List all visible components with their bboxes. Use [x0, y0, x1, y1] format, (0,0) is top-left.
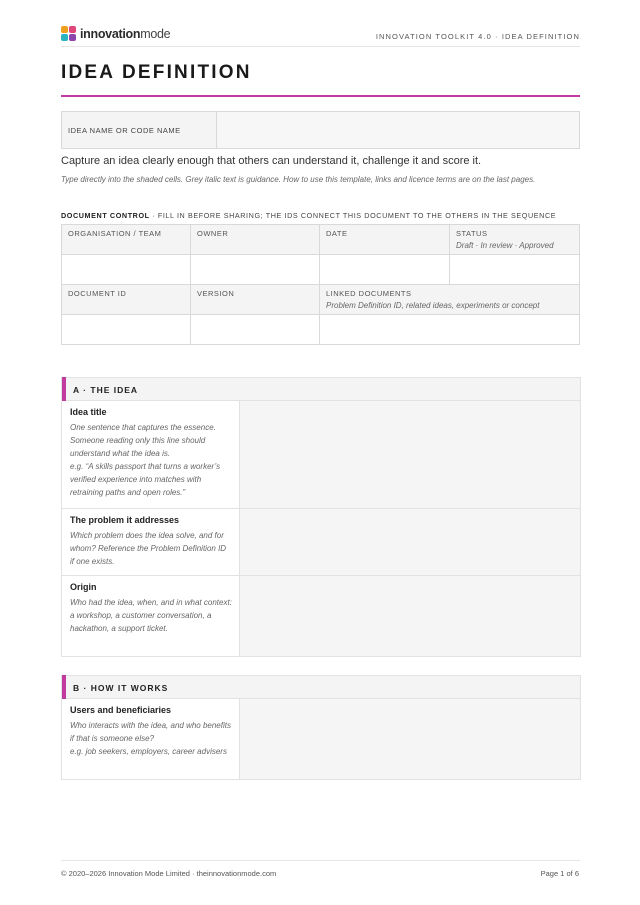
linked-documents-label: LINKED DOCUMENTS — [326, 289, 412, 298]
owner-label: OWNER — [191, 225, 320, 255]
field-guidance — [62, 401, 240, 508]
idea-title-input[interactable] — [240, 401, 580, 508]
field-row-users — [61, 699, 581, 780]
section-title: B · HOW IT WORKS — [73, 683, 169, 693]
field-title: Users and beneficiaries — [70, 705, 172, 715]
idea-name-box — [61, 111, 580, 149]
page-number: Page 1 of 6 — [540, 869, 579, 878]
date-label: DATE — [320, 225, 450, 255]
origin-input[interactable] — [240, 576, 580, 656]
field-guidance — [62, 509, 240, 575]
footer-divider — [61, 860, 580, 861]
section-title: A · THE IDEA — [73, 385, 139, 395]
section-header — [61, 675, 581, 699]
header-context: INNOVATION TOOLKIT 4.0 · IDEA DEFINITION — [375, 32, 580, 41]
title-rule — [61, 95, 580, 97]
linked-documents-field[interactable] — [320, 315, 580, 345]
version-label: VERSION — [191, 285, 320, 315]
section-accent — [62, 377, 66, 401]
document-control-table — [61, 224, 580, 345]
field-description: One sentence that captures the essence. Someone reading only this line should understand what the idea is. — [70, 423, 216, 458]
logo-text-bold: innovation — [80, 27, 141, 41]
section-accent — [62, 675, 66, 699]
section-header — [61, 377, 581, 401]
problem-input[interactable] — [240, 509, 580, 575]
logo-text-light: mode — [140, 27, 171, 41]
logo-mark-icon — [61, 26, 77, 42]
field-guidance — [62, 576, 240, 656]
field-title: The problem it addresses — [70, 515, 180, 525]
status-label-cell — [450, 225, 580, 255]
field-description: Who had the idea, when, and in what context: a workshop, a customer conversation, a hackathon, a support ticket. — [70, 598, 232, 633]
linked-documents-hint: Problem Definition ID, related ideas, experiments or concept — [326, 301, 540, 310]
lead-text: Capture an idea clearly enough that others can understand it, challenge it and score it. — [61, 155, 482, 167]
status-hint: Draft · In review · Approved — [456, 241, 554, 250]
field-example: e.g. “A skills passport that turns a worker’s verified experience into matches with retraining paths and open roles.” — [70, 462, 221, 497]
organisation-label: ORGANISATION / TEAM — [62, 225, 191, 255]
field-title: Origin — [70, 582, 97, 592]
document-id-label: DOCUMENT ID — [62, 285, 191, 315]
date-field[interactable] — [320, 255, 450, 285]
owner-field[interactable] — [191, 255, 320, 285]
document-control-heading — [61, 211, 556, 220]
idea-name-label: IDEA NAME OR CODE NAME — [62, 112, 217, 148]
header-divider — [61, 46, 580, 47]
section-the-idea — [61, 377, 581, 657]
field-row-idea-title — [61, 401, 581, 509]
status-label: STATUS — [456, 229, 488, 238]
page-header — [61, 24, 580, 46]
organisation-field[interactable] — [62, 255, 191, 285]
document-control-heading-rest: · FILL IN BEFORE SHARING; THE IDS CONNECT THIS DOCUMENT TO THE OTHERS IN THE SEQUENCE — [149, 211, 557, 220]
linked-documents-label-cell — [320, 285, 580, 315]
section-how-it-works — [61, 675, 581, 780]
field-example: e.g. job seekers, employers, career advisers — [70, 747, 227, 756]
field-description: Who interacts with the idea, and who benefits if that is someone else? — [70, 721, 231, 743]
users-input[interactable] — [240, 699, 580, 779]
idea-name-field[interactable] — [218, 112, 579, 148]
document-control-heading-bold: DOCUMENT CONTROL — [61, 211, 150, 220]
field-guidance — [62, 699, 240, 779]
brand-logo — [61, 24, 170, 44]
status-field[interactable] — [450, 255, 580, 285]
version-field[interactable] — [191, 315, 320, 345]
document-id-field[interactable] — [62, 315, 191, 345]
field-description: Which problem does the idea solve, and for whom? Reference the Problem Definition ID if one exists. — [70, 531, 227, 566]
footer-copyright: © 2020–2026 Innovation Mode Limited · theinnovationmode.com — [61, 869, 277, 878]
field-row-origin — [61, 576, 581, 657]
guidance-text: Type directly into the shaded cells. Grey italic text is guidance. How to use this template, links and licence terms are on the last pages. — [61, 175, 536, 184]
page-title: IDEA DEFINITION — [61, 62, 252, 83]
field-row-problem — [61, 509, 581, 576]
field-title: Idea title — [70, 407, 107, 417]
